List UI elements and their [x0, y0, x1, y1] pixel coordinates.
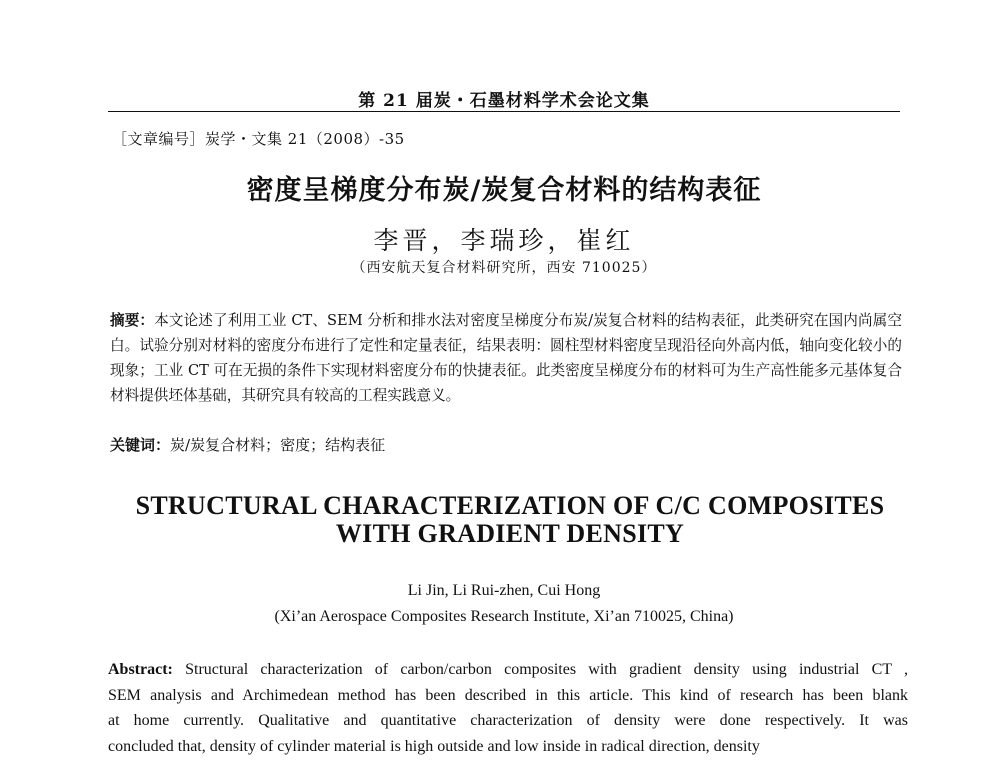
english-abstract-line	[108, 657, 908, 683]
english-title-line: WITH GRADIENT DENSITY	[335, 519, 685, 548]
chinese-keywords-text: 炭/炭复合材料；密度；结构表征	[170, 436, 386, 454]
english-affiliation: (Xi’an Aerospace Composites Research Institute, Xi’an 710025, China)	[274, 608, 734, 625]
english-abstract-line: at home currently. Qualitative and quantitative characterization of density were done respectively. It was	[108, 712, 908, 729]
english-abstract	[108, 657, 908, 759]
running-header: 第 21 届炭・石墨材料学术会论文集	[358, 91, 650, 111]
english-abstract-label: Abstract:	[108, 661, 173, 678]
chinese-affiliation: （西安航天复合材料研究所，西安 710025）	[351, 260, 657, 276]
header-rule	[108, 111, 900, 112]
english-abstract-line: SEM analysis and Archimedean method has been described in this article. This kind of research has been blank	[108, 686, 908, 704]
chinese-title: 密度呈梯度分布炭/炭复合材料的结构表征	[246, 175, 762, 206]
english-authors: Li Jin, Li Rui-zhen, Cui Hong	[407, 582, 601, 599]
chinese-abstract	[110, 308, 902, 408]
english-abstract-text: Structural characterization of carbon/carbon composites with gradient density using industrial CT ,	[185, 661, 909, 678]
article-number: ［文章编号］炭学・文集 21（2008）-35	[112, 130, 405, 148]
chinese-abstract-label: 摘要：	[110, 312, 155, 329]
chinese-abstract-text: 本文论述了利用工业 CT、SEM 分析和排水法对密度呈梯度分布炭/炭复合材料的结构表征，此类研究在国内尚属空白。试验分别对材料的密度分布进行了定性和定量表征，结果表明：圆柱型材料密度呈现沿径向外高内低，轴向变化较小的现象；工业 CT 可在无损的条件下实现材料密度分布的快捷表征。此类密度呈梯度分布的材料可为生产高性能多元基体复合材料提供坯体基础，其研究具有较高的工程实践意义。	[110, 312, 902, 404]
english-abstract-line: concluded that, density of cylinder material is high outside and low inside in radical direction, density	[108, 737, 760, 755]
chinese-keywords-label: 关键词：	[110, 436, 171, 454]
chinese-authors: 李晋，李瑞珍，崔红	[373, 226, 635, 255]
chinese-keywords	[110, 434, 385, 455]
english-title-line: STRUCTURAL CHARACTERIZATION OF C/C COMPOSITES	[135, 491, 885, 520]
english-title	[80, 492, 940, 548]
